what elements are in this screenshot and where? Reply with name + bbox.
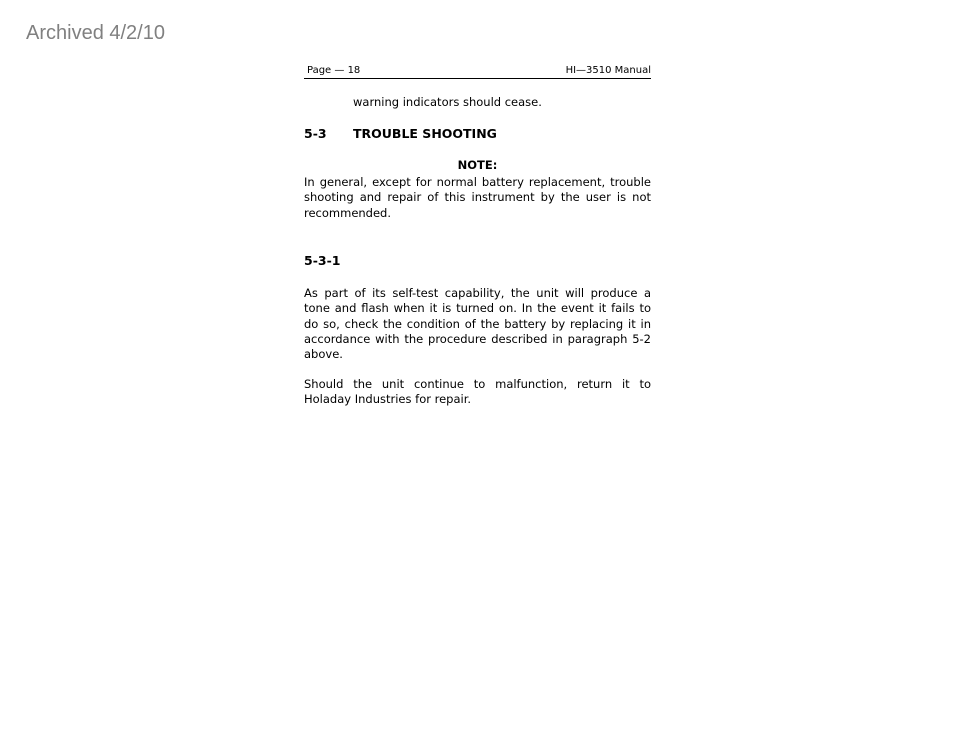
subsection-heading: 5-3-1 bbox=[304, 253, 341, 268]
page-header bbox=[304, 65, 651, 79]
self-test-paragraph: As part of its self-test capability, the unit will produce a tone and flash when it is turned on. In the event it fails to do so, check the condition of the battery by replacing it in accordance with the procedure described in paragraph 5-2 above. bbox=[304, 286, 651, 361]
note-heading: NOTE: bbox=[457, 158, 498, 172]
section-title: TROUBLE SHOOTING bbox=[353, 126, 497, 141]
manual-title: HI—3510 Manual bbox=[565, 65, 651, 76]
page-number: Page — 18 bbox=[307, 65, 361, 76]
archive-stamp: Archived 4/2/10 bbox=[26, 22, 165, 44]
note-text: In general, except for normal battery replacement, trouble shooting and repair of this instrument by the user is not recommended. bbox=[304, 175, 651, 220]
section-number: 5-3 bbox=[304, 126, 327, 141]
continued-text: warning indicators should cease. bbox=[353, 95, 542, 109]
malfunction-paragraph: Should the unit continue to malfunction, return it to Holaday Industries for repair. bbox=[304, 377, 651, 407]
